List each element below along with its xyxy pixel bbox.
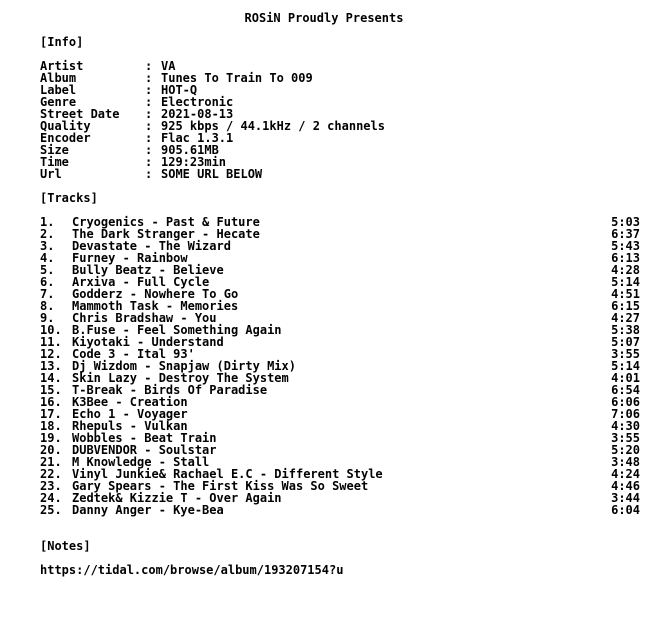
track-duration: 3:48 [611,455,640,469]
track-title: Rhepuls - Vulkan [72,419,188,433]
info-value: 2021-08-13 [161,107,234,121]
info-key: Quality [40,119,91,133]
track-title: M Knowledge - Stall [72,455,210,469]
info-key: Street Date [40,107,120,121]
info-separator: : [145,95,153,109]
track-duration: 4:46 [611,479,640,493]
track-duration: 6:54 [611,383,640,397]
track-number: 22. [40,467,62,481]
track-number: 5. [40,263,55,277]
track-title: Wobbles - Beat Train [72,431,217,445]
info-separator: : [145,59,153,73]
info-key: Url [40,167,62,181]
info-separator: : [145,155,153,169]
info-value: Flac 1.3.1 [161,131,234,145]
track-title: Echo 1 - Voyager [72,407,188,421]
track-title: K3Bee - Creation [72,395,188,409]
track-number: 10. [40,323,62,337]
info-key: Label [40,83,77,97]
track-duration: 5:38 [611,323,640,337]
track-duration: 6:37 [611,227,640,241]
info-value: Tunes To Train To 009 [161,71,313,85]
track-title: Code 3 - Ital 93' [72,347,195,361]
info-key: Size [40,143,69,157]
track-number: 15. [40,383,62,397]
track-title: Mammoth Task - Memories [72,299,239,313]
track-duration: 5:14 [611,275,640,289]
track-duration: 5:43 [611,239,640,253]
tracks-heading: [Tracks] [40,191,98,205]
info-key: Genre [40,95,77,109]
track-number: 7. [40,287,55,301]
track-duration: 5:14 [611,359,640,373]
track-title: T-Break - Birds Of Paradise [72,383,268,397]
track-duration: 7:06 [611,407,640,421]
track-title: Vinyl Junkie& Rachael E.C - Different Style [72,467,383,481]
track-number: 3. [40,239,55,253]
info-separator: : [145,131,153,145]
track-title: Devastate - The Wizard [72,239,231,253]
track-number: 25. [40,503,62,517]
track-title: Godderz - Nowhere To Go [72,287,239,301]
info-value: Electronic [161,95,234,109]
info-key: Album [40,71,77,85]
notes-heading: [Notes] [40,539,91,553]
track-number: 4. [40,251,55,265]
info-separator: : [145,119,153,133]
track-duration: 4:28 [611,263,640,277]
track-row [40,504,640,516]
info-separator: : [145,143,153,157]
track-number: 16. [40,395,62,409]
track-title: Zedtek& Kizzie T - Over Again [72,491,282,505]
track-duration: 6:06 [611,395,640,409]
track-duration: 5:20 [611,443,640,457]
track-title: Chris Bradshaw - You [72,311,217,325]
track-number: 19. [40,431,62,445]
track-number: 1. [40,215,55,229]
info-value: 129:23min [161,155,227,169]
track-title: Arxiva - Full Cycle [72,275,210,289]
track-duration: 4:24 [611,467,640,481]
track-number: 12. [40,347,62,361]
track-number: 20. [40,443,62,457]
info-heading: [Info] [40,35,84,49]
track-number: 8. [40,299,55,313]
track-title: Kiyotaki - Understand [72,335,224,349]
track-title: B.Fuse - Feel Something Again [72,323,282,337]
page-header: ROSiN Proudly Presents [244,11,404,25]
track-number: 18. [40,419,62,433]
track-number: 21. [40,455,62,469]
track-duration: 4:30 [611,419,640,433]
track-title: Danny Anger - Kye-Bea [72,503,224,517]
track-title: Dj Wizdom - Snapjaw (Dirty Mix) [72,359,296,373]
info-value: HOT-Q [161,83,198,97]
track-duration: 4:27 [611,311,640,325]
track-title: Furney - Rainbow [72,251,188,265]
track-duration: 6:15 [611,299,640,313]
notes-url: https://tidal.com/browse/album/193207154?u [40,563,344,577]
track-number: 14. [40,371,62,385]
track-title: Gary Spears - The First Kiss Was So Sweet [72,479,369,493]
info-separator: : [145,107,153,121]
info-value: 905.61MB [161,143,219,157]
track-number: 11. [40,335,62,349]
info-value: SOME URL BELOW [161,167,263,181]
track-title: Cryogenics - Past & Future [72,215,260,229]
track-duration: 4:01 [611,371,640,385]
info-key: Encoder [40,131,91,145]
track-duration: 6:13 [611,251,640,265]
track-duration: 3:55 [611,431,640,445]
track-duration: 4:51 [611,287,640,301]
info-separator: : [145,83,153,97]
track-duration: 5:07 [611,335,640,349]
track-number: 9. [40,311,55,325]
track-title: DUBVENDOR - Soulstar [72,443,217,457]
track-number: 6. [40,275,55,289]
info-separator: : [145,71,153,85]
track-title: Skin Lazy - Destroy The System [72,371,289,385]
track-duration: 6:04 [611,503,640,517]
track-number: 2. [40,227,55,241]
info-key: Time [40,155,69,169]
track-number: 24. [40,491,62,505]
info-value: VA [161,59,176,73]
info-row [40,168,262,180]
track-title: The Dark Stranger - Hecate [72,227,260,241]
track-number: 13. [40,359,62,373]
track-duration: 3:55 [611,347,640,361]
track-number: 23. [40,479,62,493]
info-value: 925 kbps / 44.1kHz / 2 channels [161,119,385,133]
track-duration: 3:44 [611,491,640,505]
track-number: 17. [40,407,62,421]
track-title: Bully Beatz - Believe [72,263,224,277]
info-separator: : [145,167,153,181]
track-duration: 5:03 [611,215,640,229]
info-key: Artist [40,59,84,73]
